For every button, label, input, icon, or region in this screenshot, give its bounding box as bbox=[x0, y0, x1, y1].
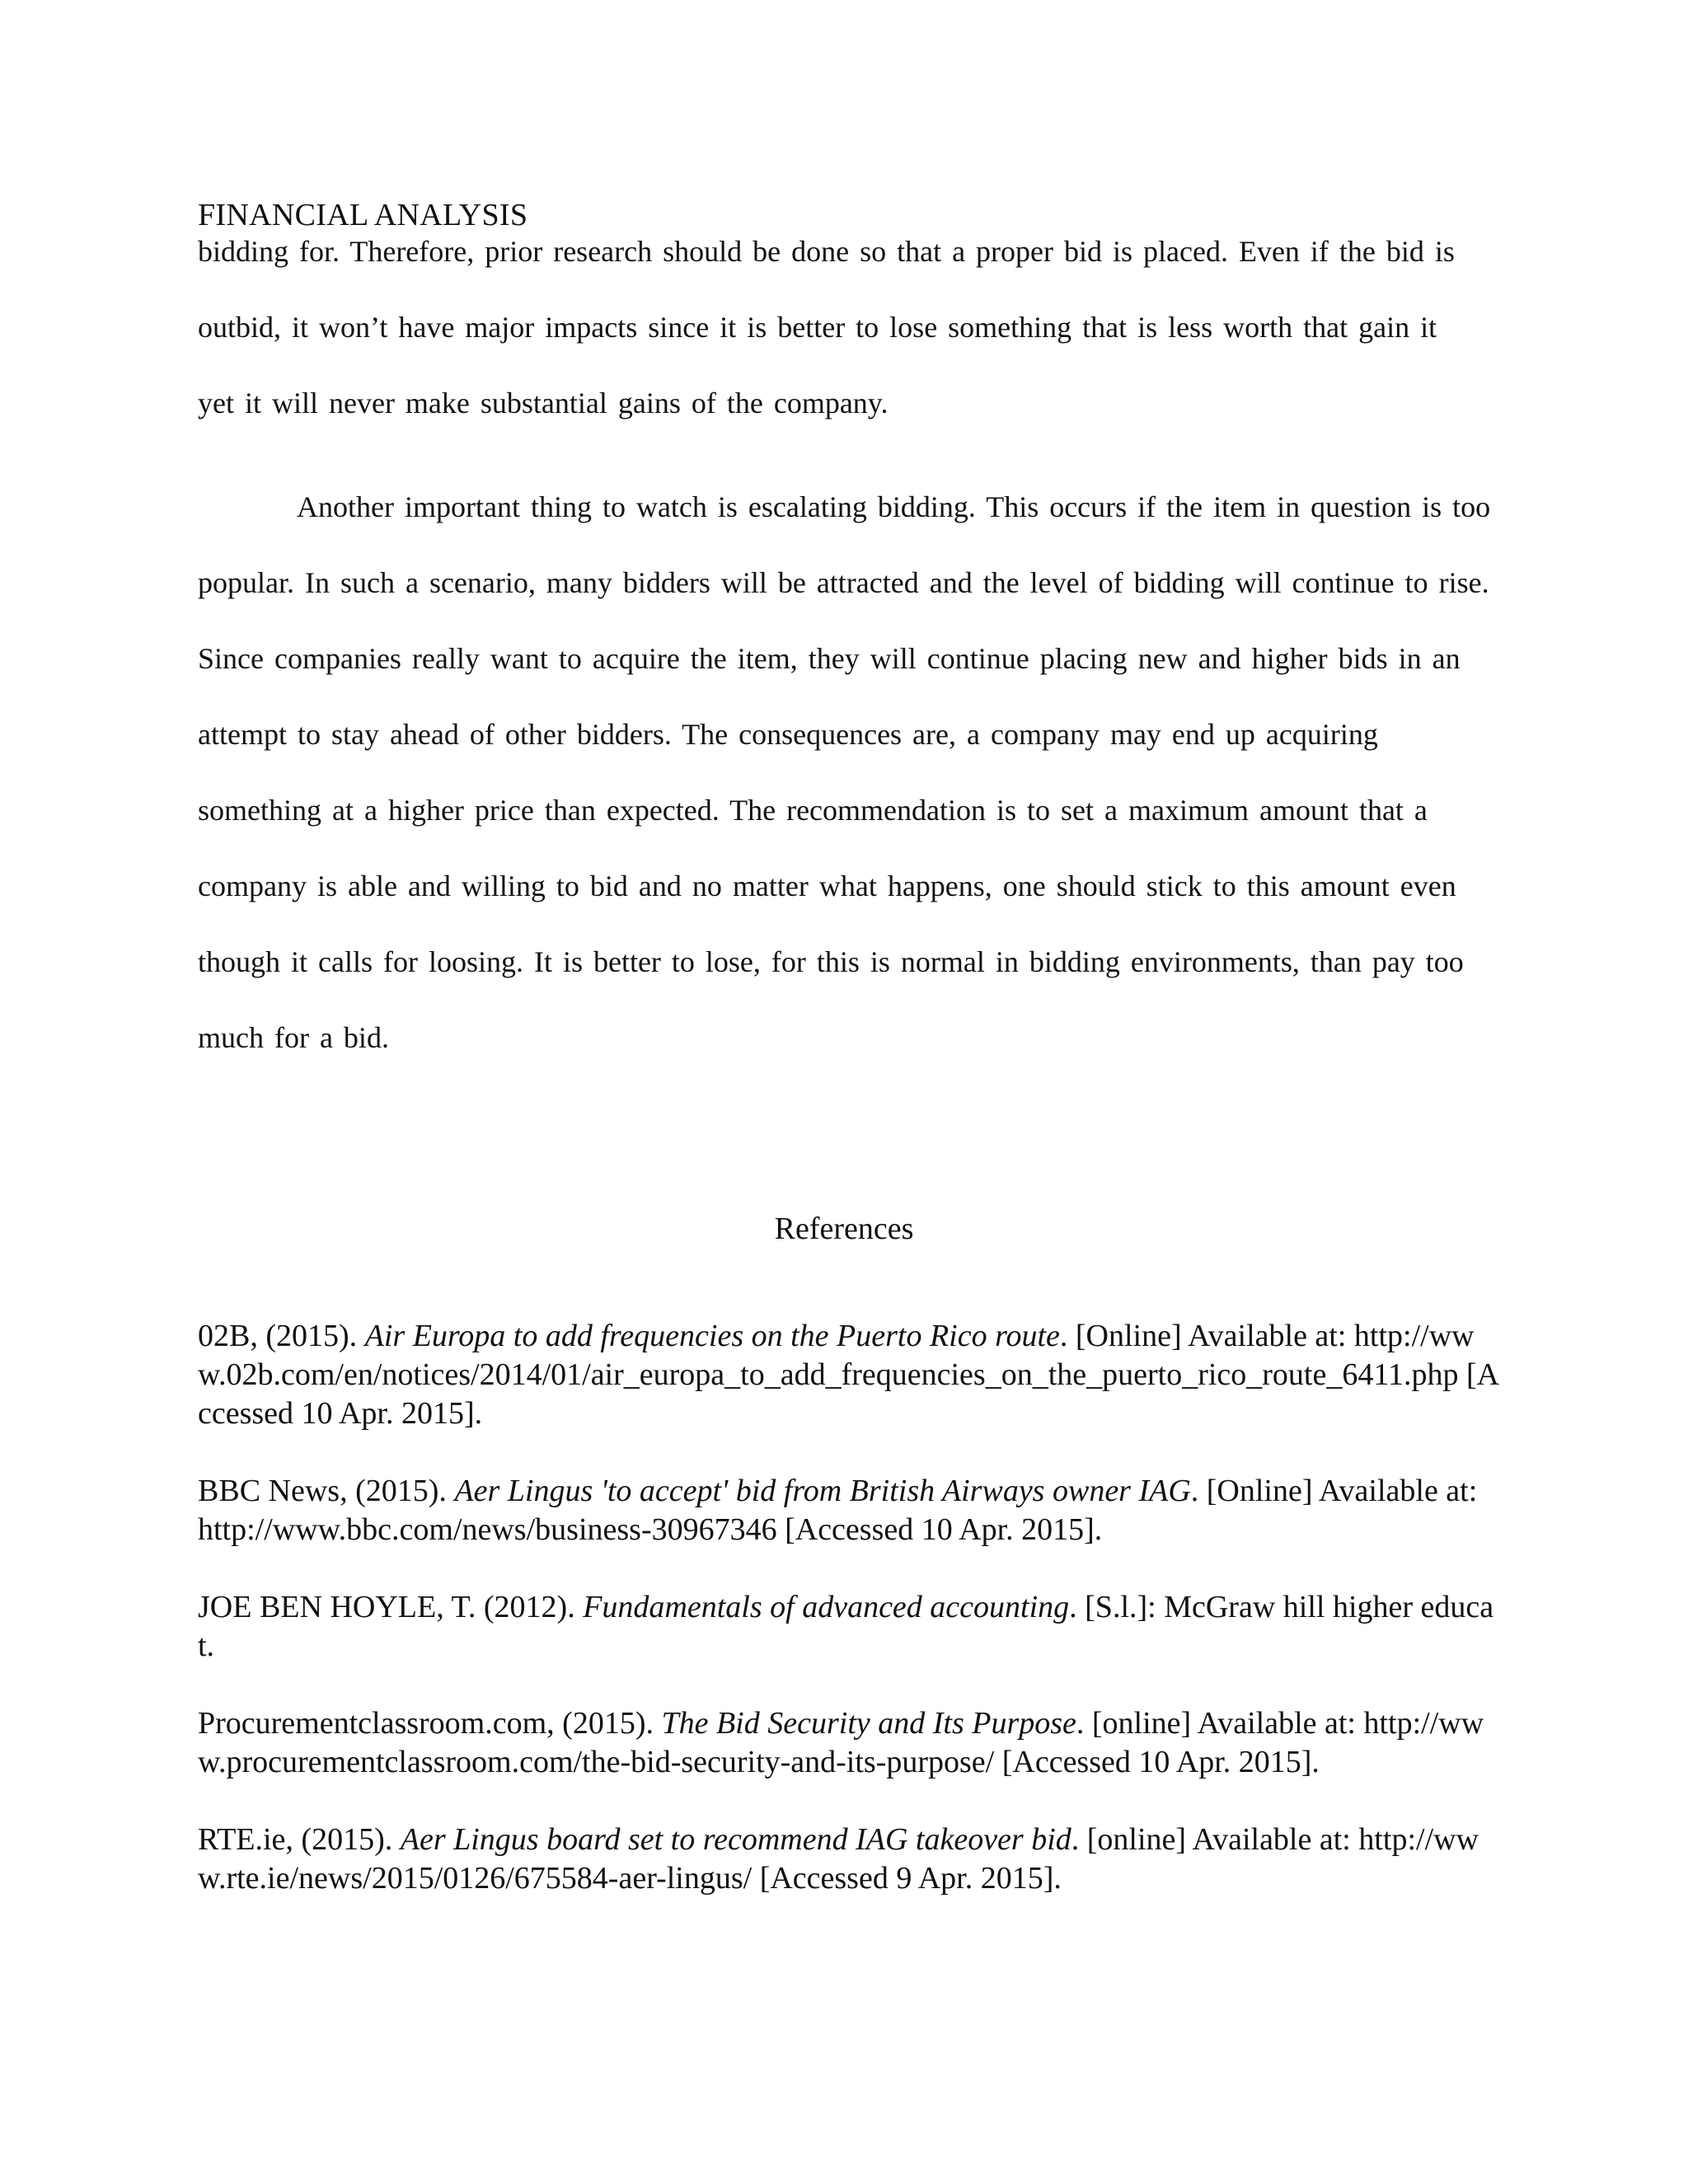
reference-tail: . [Online] Available at: http://www.02b.com/en/notices/2014/01/air_europa_to_add_frequencies_on_the_puerto_rico_route_6411.php [Accessed 10 Apr. 2015]. bbox=[198, 1319, 1500, 1431]
reference-tail: . [online] Available at: http://www.procurementclassroom.com/the-bid-security-and-its-purpose/ [Accessed 10 Apr. 2015]. bbox=[198, 1706, 1484, 1779]
body-paragraph-1: bidding for. Therefore, prior research should be done so that a proper bid is placed. Even if the bid is outbid, it won’t have major impacts since it is better to lose something that is less worth that gain it yet it will never make substantial gains of the company. bbox=[198, 235, 1455, 419]
reference-lead: JOE BEN HOYLE, T. (2012). bbox=[198, 1590, 584, 1624]
reference-title: Aer Lingus board set to recommend IAG takeover bid bbox=[400, 1822, 1071, 1857]
reference-title: Air Europa to add frequencies on the Puerto Rico route bbox=[364, 1319, 1060, 1353]
reference-entry bbox=[198, 1588, 1500, 1666]
reference-lead: Procurementclassroom.com, (2015). bbox=[198, 1706, 662, 1741]
reference-title: Aer Lingus 'to accept' bid from British Airways owner IAG bbox=[454, 1474, 1191, 1508]
reference-entry bbox=[198, 1704, 1500, 1782]
reference-tail: . [Online] Available at: http://www.bbc.com/news/business-30967346 [Accessed 10 Apr. 2015]. bbox=[198, 1474, 1478, 1547]
reference-list bbox=[198, 1317, 1500, 1937]
reference-tail: . [online] Available at: http://www.rte.ie/news/2015/0126/675584-aer-lingus/ [Accessed 9 Apr. 2015]. bbox=[198, 1822, 1479, 1896]
reference-entry bbox=[198, 1821, 1500, 1898]
reference-title: Fundamentals of advanced accounting bbox=[583, 1590, 1070, 1624]
body-paragraph-2: Another important thing to watch is escalating bidding. This occurs if the item in question is too popular. In such a scenario, many bidders will be attracted and the level of bidding will continue to rise. Since companies really want to acquire the item, they will continue placing new and higher bids in an attempt to stay ahead of other bidders. The consequences are, a company may end up acquiring something at a higher price than expected. The recommendation is to set a maximum amount that a company is able and willing to bid and no matter what happens, one should stick to this amount even though it calls for loosing. It is better to lose, for this is normal in bidding environments, than pay too much for a bid. bbox=[198, 490, 1491, 1054]
reference-lead: RTE.ie, (2015). bbox=[198, 1822, 401, 1857]
reference-entry bbox=[198, 1317, 1500, 1433]
reference-lead: BBC News, (2015). bbox=[198, 1474, 455, 1508]
running-head: FINANCIAL ANALYSIS bbox=[198, 198, 528, 232]
reference-entry bbox=[198, 1472, 1500, 1549]
reference-title: The Bid Security and Its Purpose bbox=[661, 1706, 1076, 1741]
reference-tail: . [S.l.]: McGraw hill higher educat. bbox=[198, 1590, 1494, 1663]
references-heading: References bbox=[774, 1212, 914, 1246]
reference-lead: 02B, (2015). bbox=[198, 1319, 365, 1353]
